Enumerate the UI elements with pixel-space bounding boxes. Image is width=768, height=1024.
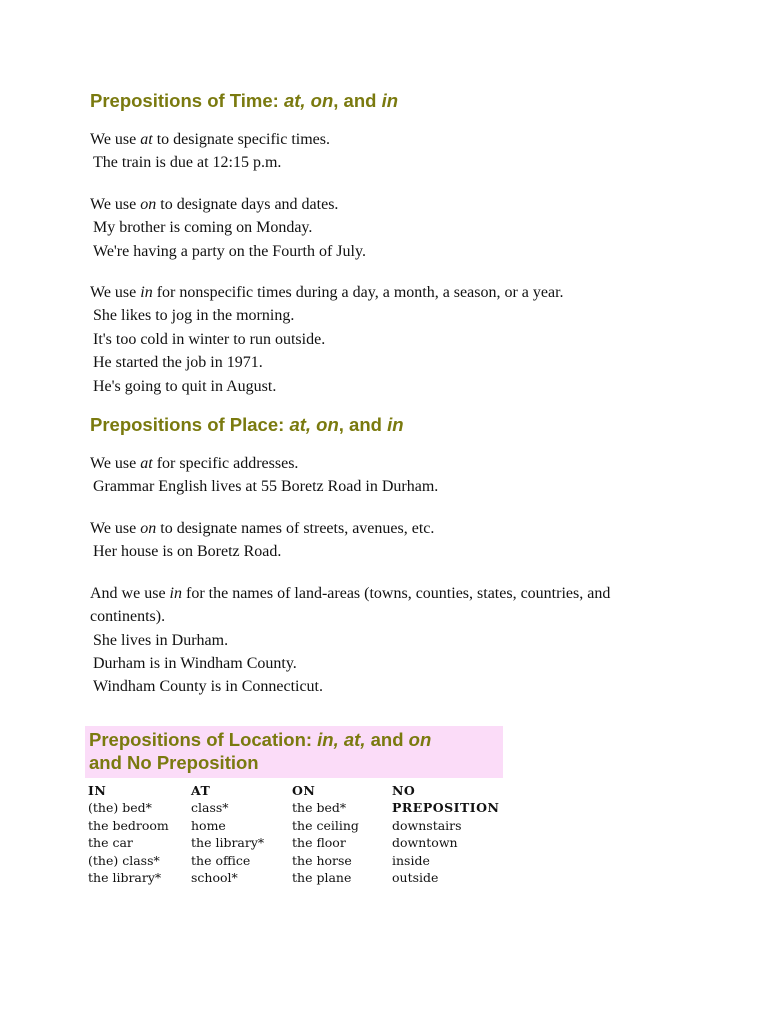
- table-cell: the horse: [292, 852, 352, 868]
- time-heading: [90, 88, 730, 114]
- rule-word: in: [140, 284, 153, 302]
- rule-post: for specific addresses.: [152, 455, 299, 473]
- table-cell: the car: [88, 835, 133, 851]
- column-header: IN: [88, 783, 107, 798]
- table-cell: (the) class*: [88, 852, 160, 868]
- place-on-block: [90, 517, 730, 564]
- rule-pre: We use: [90, 519, 141, 537]
- location-heading-line-2: and No Preposition: [89, 752, 259, 773]
- rule-post: to designate days and dates.: [156, 195, 339, 213]
- time-at-block: [90, 128, 730, 175]
- location-heading-mid: and: [365, 729, 409, 750]
- rule-pre: We use: [90, 455, 141, 473]
- example-sentence: She likes to jog in the morning.: [93, 307, 295, 325]
- place-heading-word-1: at, on: [289, 414, 339, 436]
- rule-post: for nonspecific times during a day, a month, a season, or a year.: [152, 284, 564, 302]
- rule-word: on: [140, 195, 157, 213]
- time-on-block: [90, 193, 730, 263]
- time-at-rule: [90, 128, 730, 151]
- rule-word: in: [169, 584, 182, 602]
- table-cell: downstairs: [392, 817, 462, 833]
- time-heading-word-2: in: [381, 90, 399, 111]
- example-sentence: We're having a party on the Fourth of July.: [93, 242, 366, 260]
- time-heading-mid: , and: [333, 90, 382, 111]
- example-sentence: My brother is coming on Monday.: [93, 219, 313, 237]
- place-in-rule-continuation: continents).: [90, 608, 166, 626]
- example-sentence: Her house is on Boretz Road.: [93, 543, 282, 561]
- place-in-block: [90, 582, 730, 699]
- place-on-rule: [90, 517, 730, 540]
- table-cell: the bedroom: [88, 817, 169, 833]
- location-heading-prefix: Prepositions of Location:: [89, 729, 318, 750]
- rule-pre: We use: [90, 131, 141, 148]
- table-cell: class*: [191, 800, 229, 816]
- place-heading-word-2: in: [387, 414, 404, 436]
- place-in-rule: [90, 582, 730, 605]
- table-cell: (the) bed*: [88, 800, 152, 816]
- column-in: [88, 782, 169, 886]
- column-at: [191, 782, 264, 886]
- column-on: [292, 782, 359, 886]
- table-cell: the library*: [191, 835, 265, 851]
- rule-pre: We use: [90, 195, 141, 213]
- place-heading-mid: , and: [338, 414, 388, 436]
- table-cell: home: [191, 817, 226, 833]
- example-sentence: He's going to quit in August.: [93, 377, 277, 395]
- place-at-rule: [90, 452, 730, 475]
- place-heading: [90, 412, 730, 438]
- example-sentence: He started the job in 1971.: [93, 354, 263, 372]
- rule-post: to designate specific times.: [152, 131, 330, 148]
- time-in-block: [90, 281, 730, 398]
- column-header: AT: [191, 783, 211, 798]
- table-cell: the library*: [88, 870, 162, 886]
- table-cell: the floor: [292, 835, 346, 851]
- table-cell: outside: [392, 870, 439, 886]
- time-on-rule: [90, 193, 730, 216]
- time-heading-prefix: Prepositions of Time:: [90, 90, 284, 111]
- column-header: NO: [392, 783, 416, 798]
- rule-pre: We use: [90, 284, 141, 302]
- column-header: ON: [292, 783, 316, 798]
- example-sentence: She lives in Durham.: [93, 631, 229, 649]
- rule-word: at: [140, 455, 153, 473]
- example-sentence: Grammar English lives at 55 Boretz Road in Durham.: [93, 478, 439, 496]
- example-sentence: Durham is in Windham County.: [93, 654, 297, 672]
- table-cell: the office: [191, 852, 251, 868]
- example-sentence: The train is due at 12:15 p.m.: [93, 154, 282, 172]
- table-cell: the bed*: [292, 800, 347, 816]
- rule-word: at: [140, 131, 153, 148]
- column-header: PREPOSITION: [392, 800, 500, 816]
- document-body: [90, 88, 730, 699]
- table-cell: the plane: [292, 870, 352, 886]
- example-sentence: Windham County is in Connecticut.: [93, 678, 323, 696]
- time-in-rule: [90, 281, 730, 304]
- table-cell: school*: [191, 870, 238, 886]
- example-sentence: It's too cold in winter to run outside.: [93, 330, 326, 348]
- rule-pre: And we use: [90, 584, 170, 602]
- table-cell: downtown: [392, 835, 458, 851]
- location-heading: [89, 728, 499, 774]
- rule-post: to designate names of streets, avenues, etc.: [156, 519, 435, 537]
- rule-word: on: [140, 519, 157, 537]
- place-at-block: [90, 452, 730, 499]
- time-heading-word-1: at, on: [283, 90, 334, 111]
- table-cell: the ceiling: [292, 817, 359, 833]
- place-heading-prefix: Prepositions of Place:: [90, 414, 290, 436]
- rule-post: for the names of land-areas (towns, counties, states, countries, and: [182, 584, 611, 602]
- location-heading-word-2: on: [408, 729, 432, 750]
- location-heading-word-1: in, at,: [317, 729, 366, 750]
- column-no-preposition: [392, 782, 499, 886]
- table-cell: inside: [392, 852, 430, 868]
